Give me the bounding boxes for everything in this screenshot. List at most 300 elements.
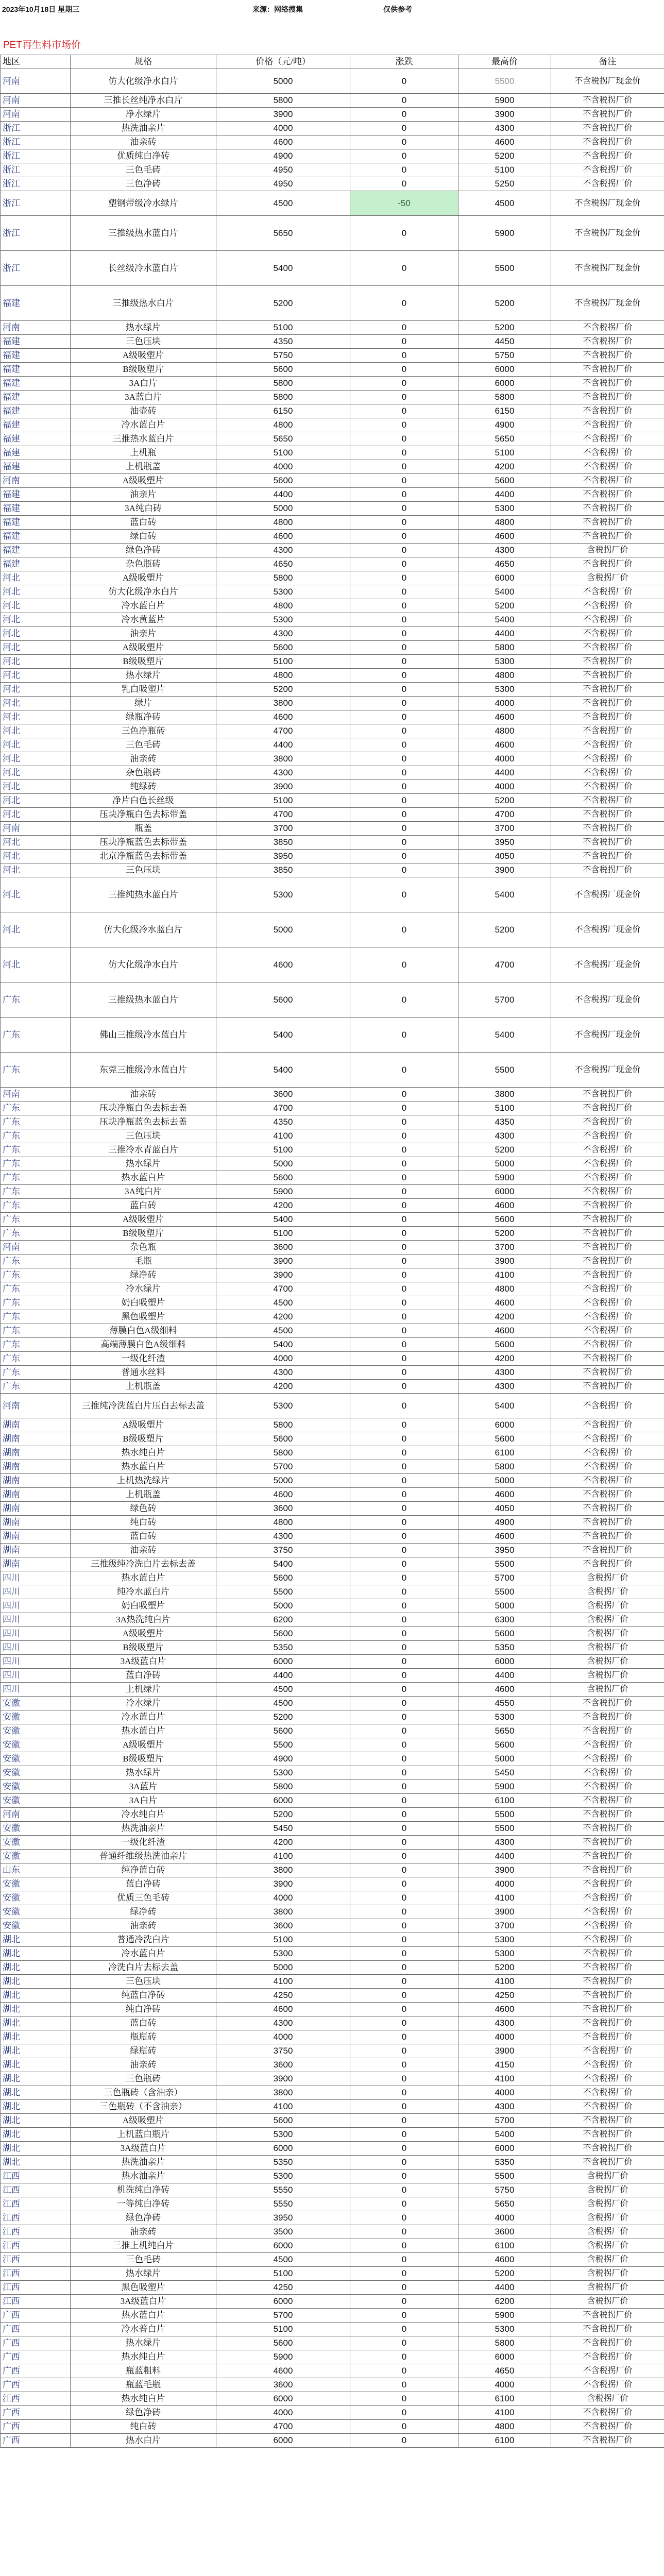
- note-cell: 不含税拐厂价: [551, 2406, 664, 2420]
- table-row: [1, 1460, 664, 1474]
- price-cell: 3600: [216, 2378, 350, 2392]
- change-cell: 0: [350, 177, 458, 191]
- note-cell: 含税拐厂价: [551, 1613, 664, 1627]
- region-cell: 浙江: [1, 177, 71, 191]
- high-price-cell: 3900: [458, 863, 551, 877]
- price-cell: 5800: [216, 94, 350, 108]
- change-cell: 0: [350, 571, 458, 585]
- note-cell: 不含税拐厂价: [551, 2323, 664, 2336]
- table-row: [1, 2170, 664, 2183]
- region-cell: 福建: [1, 516, 71, 530]
- note-cell: 不含税拐厂价: [551, 1418, 664, 1432]
- change-cell: 0: [350, 599, 458, 613]
- high-price-cell: 5900: [458, 1780, 551, 1794]
- change-cell: 0: [350, 1669, 458, 1683]
- spec-cell: 冷水绿片: [71, 1282, 216, 1296]
- region-cell: 福建: [1, 286, 71, 321]
- region-cell: 湖南: [1, 1516, 71, 1530]
- spec-cell: 上机瓶盖: [71, 1488, 216, 1502]
- spec-cell: 三色瓶砖: [71, 2072, 216, 2086]
- table-row: [1, 251, 664, 286]
- high-price-cell: 4400: [458, 766, 551, 780]
- table-row: [1, 2239, 664, 2253]
- change-cell: 0: [350, 363, 458, 377]
- spec-cell: 绿片: [71, 697, 216, 710]
- high-price-cell: 4800: [458, 516, 551, 530]
- table-row: [1, 2364, 664, 2378]
- spec-cell: 三色压块: [71, 1975, 216, 1989]
- spec-cell: 油亲砖: [71, 2058, 216, 2072]
- region-cell: 河北: [1, 697, 71, 710]
- high-price-cell: 6000: [458, 2142, 551, 2156]
- table-row: [1, 1836, 664, 1850]
- column-header-spec: 规格: [71, 55, 216, 69]
- note-cell: 含税拐厂价: [551, 2295, 664, 2309]
- table-row: [1, 1418, 664, 1432]
- table-row: [1, 516, 664, 530]
- change-cell: 0: [350, 2197, 458, 2211]
- high-price-cell: 4000: [458, 752, 551, 766]
- region-cell: 江西: [1, 2295, 71, 2309]
- high-price-cell: 3950: [458, 1544, 551, 1557]
- price-cell: 5750: [216, 349, 350, 363]
- region-cell: 广东: [1, 1115, 71, 1129]
- high-price-cell: 5000: [458, 1599, 551, 1613]
- spec-cell: 3A热洗纯白片: [71, 1613, 216, 1627]
- note-cell: 不含税拐厂价: [551, 446, 664, 460]
- table-row: [1, 286, 664, 321]
- table-row: [1, 836, 664, 850]
- high-price-cell: 5200: [458, 794, 551, 808]
- table-row: [1, 2058, 664, 2072]
- price-cell: 4600: [216, 1488, 350, 1502]
- note-cell: 含税拐厂价: [551, 1669, 664, 1683]
- price-cell: 5450: [216, 1822, 350, 1836]
- note-cell: 不含税拐厂价: [551, 752, 664, 766]
- region-cell: 广东: [1, 1227, 71, 1241]
- table-row: [1, 1877, 664, 1891]
- price-cell: 5100: [216, 2323, 350, 2336]
- change-cell: 0: [350, 1697, 458, 1710]
- note-cell: 不含税拐厂价: [551, 1171, 664, 1185]
- region-cell: 福建: [1, 377, 71, 391]
- spec-cell: A级吸塑片: [71, 1627, 216, 1641]
- region-cell: 河北: [1, 794, 71, 808]
- change-cell: 0: [350, 641, 458, 655]
- note-cell: 不含税拐厂价: [551, 1863, 664, 1877]
- change-cell: 0: [350, 2128, 458, 2142]
- high-price-cell: 5900: [458, 216, 551, 251]
- spec-cell: 仿大化级净水白片: [71, 947, 216, 982]
- spec-cell: 热水绿片: [71, 2267, 216, 2281]
- region-cell: 福建: [1, 544, 71, 557]
- change-cell: 0: [350, 1905, 458, 1919]
- table-row: [1, 335, 664, 349]
- spec-cell: A级吸塑片: [71, 349, 216, 363]
- table-row: [1, 1641, 664, 1655]
- region-cell: 河南: [1, 1088, 71, 1101]
- table-row: [1, 2114, 664, 2128]
- high-price-cell: 5500: [458, 1585, 551, 1599]
- price-cell: 4500: [216, 1697, 350, 1710]
- spec-cell: 纯冷水蓝白片: [71, 1585, 216, 1599]
- note-cell: 不含税拐厂价: [551, 1919, 664, 1933]
- high-price-cell: 5800: [458, 391, 551, 404]
- price-cell: 5500: [216, 1585, 350, 1599]
- table-row: [1, 780, 664, 794]
- change-cell: 0: [350, 585, 458, 599]
- spec-cell: 纯白砖: [71, 1516, 216, 1530]
- region-cell: 湖南: [1, 1418, 71, 1432]
- region-cell: 四川: [1, 1585, 71, 1599]
- price-cell: 5400: [216, 251, 350, 286]
- high-price-cell: 5600: [458, 1432, 551, 1446]
- high-price-cell: 3900: [458, 1863, 551, 1877]
- high-price-cell: 6100: [458, 1446, 551, 1460]
- spec-cell: 冷水黄蓝片: [71, 613, 216, 627]
- high-price-cell: 5500: [458, 1053, 551, 1088]
- table-row: [1, 216, 664, 251]
- region-cell: 河南: [1, 321, 71, 335]
- table-row: [1, 2420, 664, 2434]
- spec-cell: 纯绿砖: [71, 780, 216, 794]
- change-cell: 0: [350, 1310, 458, 1324]
- region-cell: 浙江: [1, 191, 71, 216]
- region-cell: 四川: [1, 1571, 71, 1585]
- note-cell: 不含税拐厂现金价: [551, 912, 664, 947]
- table-row: [1, 1989, 664, 2003]
- region-cell: 河北: [1, 836, 71, 850]
- table-row: [1, 710, 664, 724]
- spec-cell: 三推级热水蓝白片: [71, 982, 216, 1018]
- spec-cell: 冷水蓝白片: [71, 418, 216, 432]
- table-row: [1, 1115, 664, 1129]
- note-cell: 不含税拐厂价: [551, 2434, 664, 2448]
- spec-cell: 瓶蓝粗料: [71, 2364, 216, 2378]
- change-cell: 0: [350, 2016, 458, 2030]
- change-cell: -50: [350, 191, 458, 216]
- change-cell: 0: [350, 488, 458, 502]
- change-cell: 0: [350, 149, 458, 163]
- spec-cell: B级吸塑片: [71, 1641, 216, 1655]
- spec-cell: B级吸塑片: [71, 1752, 216, 1766]
- change-cell: 0: [350, 766, 458, 780]
- spec-cell: 冷水纯白片: [71, 1808, 216, 1822]
- region-cell: 湖北: [1, 1989, 71, 2003]
- table-row: [1, 1432, 664, 1446]
- spec-cell: 三推长丝纯净水白片: [71, 94, 216, 108]
- spec-cell: 压块净瓶蓝色去标带盖: [71, 836, 216, 850]
- note-cell: 不含税拐厂现金价: [551, 877, 664, 912]
- region-cell: 江西: [1, 2281, 71, 2295]
- high-price-cell: 4300: [458, 1836, 551, 1850]
- price-cell: 5900: [216, 1185, 350, 1199]
- price-cell: 5000: [216, 912, 350, 947]
- note-cell: 不含税拐厂价: [551, 177, 664, 191]
- price-cell: 5600: [216, 2114, 350, 2128]
- spec-cell: 3A白片: [71, 1794, 216, 1808]
- table-row: [1, 2336, 664, 2350]
- region-cell: 河北: [1, 808, 71, 822]
- change-cell: 0: [350, 1710, 458, 1724]
- region-cell: 广东: [1, 1268, 71, 1282]
- note-cell: 不含税拐厂价: [551, 432, 664, 446]
- spec-cell: 三色毛砖: [71, 163, 216, 177]
- region-cell: 安徽: [1, 1919, 71, 1933]
- change-cell: 0: [350, 2295, 458, 2309]
- spec-cell: 佛山三推级冷水蓝白片: [71, 1018, 216, 1053]
- high-price-cell: 5600: [458, 474, 551, 488]
- price-cell: 4000: [216, 460, 350, 474]
- spec-cell: 热水绿片: [71, 1157, 216, 1171]
- region-cell: 河南: [1, 1241, 71, 1255]
- note-cell: 不含税拐厂价: [551, 2156, 664, 2170]
- spec-cell: 杂色瓶: [71, 1241, 216, 1255]
- note-cell: 不含税拐厂价: [551, 1557, 664, 1571]
- price-cell: 4600: [216, 135, 350, 149]
- spec-cell: A级吸塑片: [71, 1738, 216, 1752]
- spec-cell: 3A蓝白片: [71, 391, 216, 404]
- high-price-cell: 5300: [458, 1710, 551, 1724]
- region-cell: 广东: [1, 1185, 71, 1199]
- note-cell: 不含税拐厂价: [551, 2350, 664, 2364]
- high-price-cell: 5400: [458, 1018, 551, 1053]
- spec-cell: B级吸塑片: [71, 655, 216, 669]
- table-row: [1, 669, 664, 683]
- price-cell: 4500: [216, 2253, 350, 2267]
- note-cell: 含税拐厂价: [551, 1683, 664, 1697]
- spec-cell: 一级化纤渣: [71, 1352, 216, 1366]
- note-cell: 不含税拐厂现金价: [551, 191, 664, 216]
- table-row: [1, 697, 664, 710]
- table-row: [1, 1738, 664, 1752]
- note-cell: 含税拐厂价: [551, 1641, 664, 1655]
- region-cell: 四川: [1, 1627, 71, 1641]
- table-row: [1, 1613, 664, 1627]
- price-cell: 4800: [216, 599, 350, 613]
- price-cell: 3600: [216, 1919, 350, 1933]
- high-price-cell: 6150: [458, 404, 551, 418]
- high-price-cell: 4800: [458, 724, 551, 738]
- region-cell: 湖南: [1, 1557, 71, 1571]
- price-cell: 5300: [216, 1947, 350, 1961]
- high-price-cell: 4200: [458, 1310, 551, 1324]
- table-row: [1, 2267, 664, 2281]
- note-cell: 不含税拐厂价: [551, 1310, 664, 1324]
- note-cell: 不含税拐厂价: [551, 710, 664, 724]
- spec-cell: 三推级热水白片: [71, 286, 216, 321]
- change-cell: 0: [350, 2156, 458, 2170]
- change-cell: 0: [350, 2336, 458, 2350]
- region-cell: 河北: [1, 947, 71, 982]
- note-cell: 不含税拐厂价: [551, 2044, 664, 2058]
- spec-cell: B级吸塑片: [71, 1227, 216, 1241]
- note-cell: 不含税拐厂价: [551, 1324, 664, 1338]
- spec-cell: 蓝白净砖: [71, 1669, 216, 1683]
- note-cell: 不含税拐厂价: [551, 1255, 664, 1268]
- note-cell: 不含税拐厂价: [551, 502, 664, 516]
- price-cell: 5100: [216, 1227, 350, 1241]
- note-cell: 不含税拐厂价: [551, 836, 664, 850]
- change-cell: 0: [350, 1989, 458, 2003]
- region-cell: 安徽: [1, 1752, 71, 1766]
- high-price-cell: 4300: [458, 544, 551, 557]
- change-cell: 0: [350, 1474, 458, 1488]
- change-cell: 0: [350, 1460, 458, 1474]
- change-cell: 0: [350, 2058, 458, 2072]
- table-row: [1, 585, 664, 599]
- change-cell: 0: [350, 1850, 458, 1863]
- change-cell: 0: [350, 2211, 458, 2225]
- region-cell: 安徽: [1, 1697, 71, 1710]
- high-price-cell: 5500: [458, 1808, 551, 1822]
- high-price-cell: 4400: [458, 627, 551, 641]
- change-cell: 0: [350, 1863, 458, 1877]
- price-cell: 6000: [216, 2434, 350, 2448]
- spec-cell: 塑钢带级冷水绿片: [71, 191, 216, 216]
- note-cell: 不含税拐厂价: [551, 163, 664, 177]
- price-cell: 5800: [216, 1418, 350, 1432]
- change-cell: 0: [350, 163, 458, 177]
- change-cell: 0: [350, 2003, 458, 2016]
- table-row: [1, 1961, 664, 1975]
- note-cell: 不含税拐厂现金价: [551, 69, 664, 94]
- note-cell: 不含税拐厂现金价: [551, 1018, 664, 1053]
- change-cell: 0: [350, 1432, 458, 1446]
- table-row: [1, 1310, 664, 1324]
- region-cell: 福建: [1, 418, 71, 432]
- note-cell: 不含税拐厂价: [551, 780, 664, 794]
- region-cell: 湖南: [1, 1474, 71, 1488]
- high-price-cell: 4500: [458, 191, 551, 216]
- spec-cell: 绿色净砖: [71, 2406, 216, 2420]
- region-cell: 湖南: [1, 1502, 71, 1516]
- table-row: [1, 912, 664, 947]
- spec-cell: 薄膜白色A级细料: [71, 1324, 216, 1338]
- note-cell: 不含税拐厂价: [551, 1947, 664, 1961]
- price-cell: 3900: [216, 780, 350, 794]
- change-cell: 0: [350, 69, 458, 94]
- table-row: [1, 1502, 664, 1516]
- price-cell: 6000: [216, 2295, 350, 2309]
- price-cell: 6000: [216, 2392, 350, 2406]
- high-price-cell: 4150: [458, 2058, 551, 2072]
- high-price-cell: 5000: [458, 1474, 551, 1488]
- note-cell: 不含税拐厂价: [551, 2364, 664, 2378]
- note-cell: 不含税拐厂价: [551, 1115, 664, 1129]
- table-row: [1, 488, 664, 502]
- note-cell: 不含税拐厂价: [551, 655, 664, 669]
- price-cell: 4900: [216, 149, 350, 163]
- spec-cell: 乳白吸塑片: [71, 683, 216, 697]
- price-cell: 5600: [216, 982, 350, 1018]
- price-cell: 4300: [216, 544, 350, 557]
- spec-cell: 上机瓶盖: [71, 1380, 216, 1394]
- price-cell: 6000: [216, 2239, 350, 2253]
- price-cell: 5300: [216, 877, 350, 912]
- spec-cell: 机洗纯白净砖: [71, 2183, 216, 2197]
- region-cell: 湖南: [1, 1544, 71, 1557]
- region-cell: 广东: [1, 1380, 71, 1394]
- region-cell: 广东: [1, 1366, 71, 1380]
- region-cell: 福建: [1, 391, 71, 404]
- change-cell: 0: [350, 1544, 458, 1557]
- table-row: [1, 877, 664, 912]
- price-cell: 4100: [216, 2100, 350, 2114]
- change-cell: 0: [350, 460, 458, 474]
- table-row: [1, 94, 664, 108]
- table-row: [1, 191, 664, 216]
- change-cell: 0: [350, 1613, 458, 1627]
- spec-cell: 三色瓶砖（含油亲）: [71, 2086, 216, 2100]
- high-price-cell: 5900: [458, 94, 551, 108]
- note-cell: 不含税拐厂价: [551, 1905, 664, 1919]
- spec-cell: 优质三色毛砖: [71, 1891, 216, 1905]
- price-cell: 3750: [216, 1544, 350, 1557]
- table-row: [1, 571, 664, 585]
- table-row: [1, 1975, 664, 1989]
- note-cell: 不含税拐厂现金价: [551, 286, 664, 321]
- note-cell: 不含税拐厂价: [551, 1530, 664, 1544]
- change-cell: 0: [350, 1338, 458, 1352]
- price-cell: 4700: [216, 1101, 350, 1115]
- spec-cell: 油亲砖: [71, 2225, 216, 2239]
- price-cell: 4400: [216, 1669, 350, 1683]
- note-cell: 不含税拐厂价: [551, 2142, 664, 2156]
- spec-cell: 三推级纯冷洗白片去标去盖: [71, 1557, 216, 1571]
- note-cell: 不含税拐厂价: [551, 1185, 664, 1199]
- spec-cell: 绿色净砖: [71, 2211, 216, 2225]
- note-cell: 不含税拐厂价: [551, 1380, 664, 1394]
- table-row: [1, 1185, 664, 1199]
- high-price-cell: 5350: [458, 1641, 551, 1655]
- region-cell: 四川: [1, 1641, 71, 1655]
- table-row: [1, 982, 664, 1018]
- change-cell: 0: [350, 418, 458, 432]
- table-row: [1, 2072, 664, 2086]
- change-cell: 0: [350, 432, 458, 446]
- change-cell: 0: [350, 2225, 458, 2239]
- price-cell: 4500: [216, 191, 350, 216]
- price-cell: 4600: [216, 2003, 350, 2016]
- spec-cell: 3A级蓝白片: [71, 2295, 216, 2309]
- note-cell: 不含税拐厂价: [551, 683, 664, 697]
- price-cell: 3800: [216, 2086, 350, 2100]
- table-row: [1, 2350, 664, 2364]
- price-cell: 4600: [216, 2364, 350, 2378]
- high-price-cell: 4000: [458, 2086, 551, 2100]
- price-cell: 4600: [216, 530, 350, 544]
- change-cell: 0: [350, 2323, 458, 2336]
- note-cell: 不含税拐厂价: [551, 1516, 664, 1530]
- table-row: [1, 724, 664, 738]
- spec-cell: 纯白净砖: [71, 2003, 216, 2016]
- table-row: [1, 947, 664, 982]
- table-row: [1, 2016, 664, 2030]
- spec-cell: 三推纯热水蓝白片: [71, 877, 216, 912]
- table-row: [1, 655, 664, 669]
- spec-cell: 上机热洗绿片: [71, 1474, 216, 1488]
- change-cell: 0: [350, 391, 458, 404]
- note-cell: 含税拐厂价: [551, 1585, 664, 1599]
- region-cell: 广东: [1, 1338, 71, 1352]
- price-cell: 4200: [216, 1310, 350, 1324]
- table-row: [1, 1585, 664, 1599]
- price-cell: 3800: [216, 697, 350, 710]
- note-cell: 不含税拐厂价: [551, 1199, 664, 1213]
- price-cell: 4800: [216, 418, 350, 432]
- high-price-cell: 4800: [458, 2420, 551, 2434]
